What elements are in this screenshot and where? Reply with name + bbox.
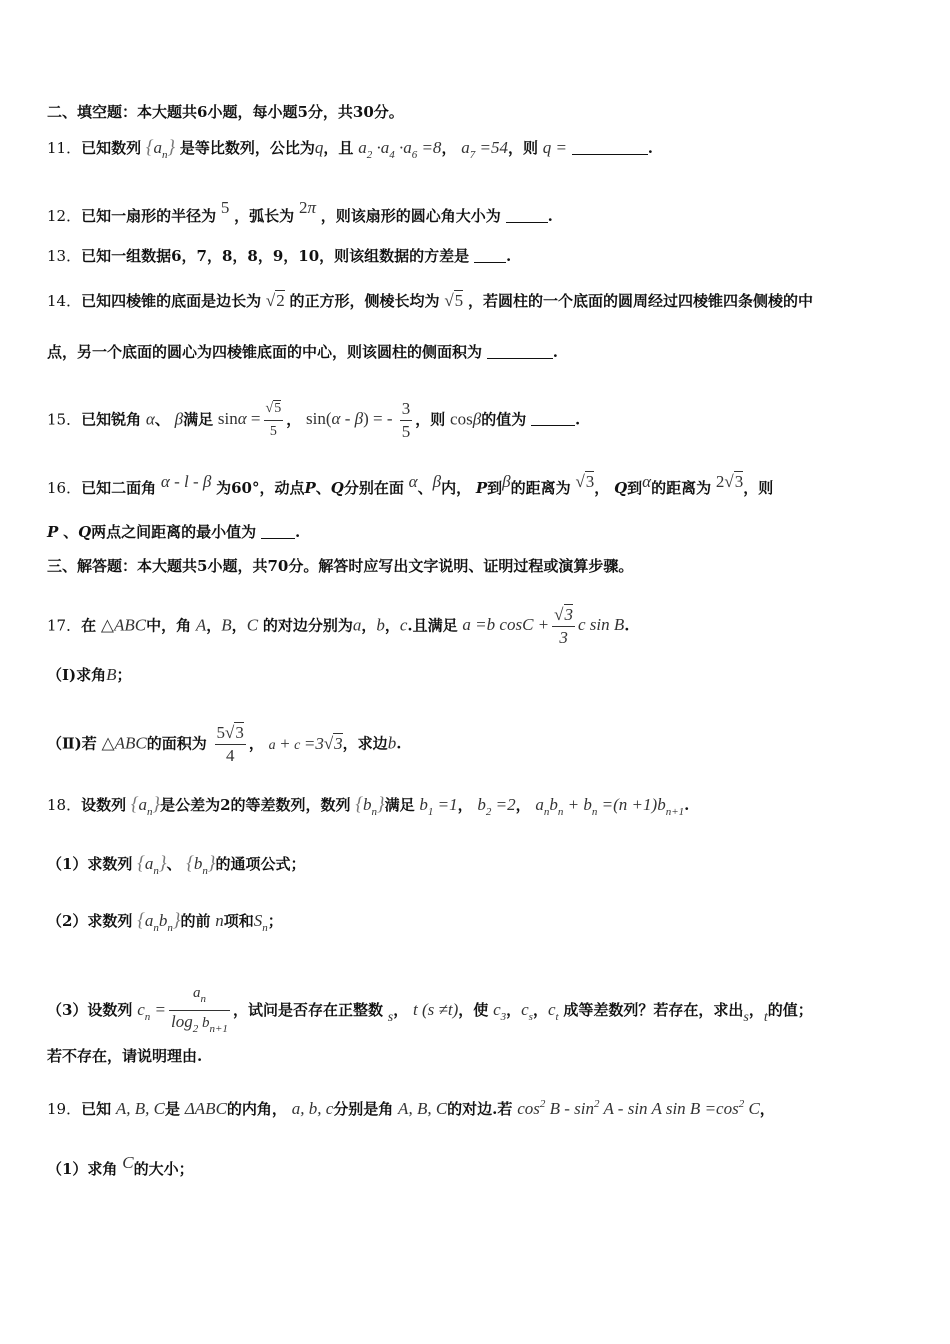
- question-11: [47, 137, 914, 166]
- q11-a7: $a_7 =54$: [461, 138, 508, 161]
- q15-text: ，则: [415, 410, 446, 429]
- point-q: Q: [78, 523, 92, 541]
- q15-cos-beta: cosβ: [450, 409, 482, 429]
- seq-ab: $\{a_nb_n\}$: [137, 910, 181, 934]
- q16-text: 到: [487, 479, 503, 497]
- math-symbol: B: [221, 615, 232, 635]
- question-14-line2: [47, 341, 914, 363]
- q14-text: 已知四棱锥的底面是边长为: [81, 292, 262, 310]
- q18-text: （2）求数列: [47, 912, 133, 930]
- math-symbol: A: [195, 615, 207, 635]
- alpha: α: [642, 472, 652, 491]
- point-p: P: [475, 479, 488, 497]
- q19-text: 分别是角: [333, 1100, 394, 1118]
- question-17-part1: [47, 664, 914, 686]
- seq-b: $\{b_n\}$: [355, 794, 385, 818]
- question-19-part1: [47, 1152, 914, 1180]
- q14-sqrt5: √5: [444, 291, 464, 310]
- beta: β: [502, 472, 511, 491]
- q15-text: 满足: [183, 410, 214, 429]
- q14-text: 的正方形，侧棱长均为: [289, 292, 440, 310]
- q16-text: 内，: [441, 479, 472, 497]
- q11-seq-a: $\{a_n\}$: [145, 137, 176, 161]
- q11-number: 11．: [47, 139, 82, 157]
- q13-text: .: [505, 247, 512, 265]
- answer-blank[interactable]: [531, 411, 575, 426]
- question-18-part2: [47, 910, 914, 939]
- question-17: [47, 604, 914, 649]
- q18-text: .: [684, 796, 690, 814]
- triangle-abc: ΔABC: [184, 1099, 227, 1118]
- q11-text: ，则: [507, 139, 538, 157]
- math-symbol: $c_t$: [547, 999, 559, 1023]
- q11-text: ，: [441, 139, 457, 157]
- q17-text: （Ⅰ)求角: [47, 666, 107, 684]
- q18-text: （1）求数列: [47, 855, 133, 873]
- q19-condition: $\cos^2 B - \sin^2 A$ - sin A $\sin B =\cos^2$ C: [517, 1098, 760, 1118]
- q19-text: 的大小；: [133, 1160, 194, 1178]
- q17-text: ，求边: [342, 734, 388, 753]
- triangle-abc: △ABC: [101, 733, 147, 753]
- q16-text: 已知二面角: [81, 479, 157, 497]
- q12-text: 已知一扇形的半径为: [81, 207, 217, 225]
- question-13: [47, 245, 914, 267]
- section2-header: 二、填空题：本大题共6小题，每小题5分，共30分。: [47, 103, 404, 121]
- q16-text: ，则: [743, 479, 774, 497]
- q17-text: .: [624, 616, 630, 635]
- q12-text: .: [547, 207, 553, 225]
- q18-text: 满足: [384, 796, 415, 814]
- q18-text: 是公差为2的等差数列，数列: [160, 796, 351, 814]
- q17-text: .: [396, 734, 402, 753]
- q14-text: 点，另一个底面的圆心为四棱锥底面的中心，则该圆柱的侧面积为: [47, 343, 483, 361]
- q15-text: 、: [154, 410, 170, 429]
- seq-a: $\{a_n\}$: [137, 853, 167, 877]
- point-q: Q: [614, 479, 628, 497]
- math-symbol: s: [743, 1009, 749, 1025]
- alpha: α: [408, 472, 418, 491]
- section3-header: 三、解答题：本大题共5小题，共70分。解答时应写出文字说明、证明过程或演算步骤。: [47, 557, 634, 575]
- alpha: α: [145, 409, 155, 429]
- math-symbol: A, B, C: [115, 1099, 166, 1118]
- seq-a: $\{a_n\}$: [130, 794, 161, 818]
- q15-text: ，: [286, 410, 302, 429]
- q16-text: 的距离为: [651, 479, 712, 497]
- q18-text: ，: [506, 1000, 522, 1019]
- question-12: [47, 197, 914, 227]
- q19-text: ，: [759, 1100, 775, 1118]
- question-18-part3: [47, 982, 914, 1040]
- math-symbol: $c_s$: [521, 999, 533, 1023]
- q14-text: .: [552, 343, 559, 361]
- q17-text: 的面积为: [146, 734, 207, 753]
- q19-text: 的对边.若: [447, 1100, 513, 1118]
- q19-text: 的内角，: [226, 1100, 287, 1118]
- q17-condition: a =b cosC + $\frac{√3}{3}$ c sin B: [462, 605, 625, 647]
- q15-number: 15．: [47, 410, 82, 429]
- q18-text: 的通项公式；: [215, 855, 306, 873]
- math-symbol: c: [399, 615, 408, 635]
- q18-text: ，试问是否存在正整数: [232, 1000, 383, 1019]
- q16-text: 分别在面: [343, 479, 404, 497]
- q16-text: 两点之间距离的最小值为: [91, 523, 257, 541]
- q18-text: ，使: [458, 1000, 489, 1019]
- point-q: Q: [330, 479, 344, 497]
- q17-text: ，: [231, 616, 247, 635]
- q12-arc: 2π: [298, 198, 316, 217]
- question-18-part3-line2: [47, 1045, 914, 1067]
- answer-blank[interactable]: [506, 208, 548, 223]
- q15-text: 已知锐角: [81, 410, 142, 429]
- q14-text: ，若圆柱的一个底面的圆周经过四棱锥四条侧棱的中: [467, 292, 813, 310]
- point-p: P: [304, 479, 316, 497]
- q16-dihedral: α - l - β: [160, 472, 212, 491]
- q18-text: （3）设数列: [47, 1000, 133, 1019]
- q13-number: 13．: [47, 247, 82, 265]
- beta: β: [432, 472, 442, 491]
- math-symbol: A, B, C: [398, 1099, 448, 1118]
- q18-cn-def: $c_n$ = $\frac{a_n}{\log_2 b_{n+1}}$: [137, 1000, 233, 1019]
- q18-text: ，: [393, 1000, 409, 1019]
- answer-blank[interactable]: [474, 248, 506, 263]
- answer-blank[interactable]: [261, 524, 295, 539]
- math-symbol: s: [387, 1009, 394, 1025]
- q16-2sqrt3: 2√3: [715, 472, 744, 491]
- math-symbol: t: [763, 1009, 768, 1025]
- q15-sin-alpha: sinα = $\frac{√5}{5}$: [218, 409, 286, 428]
- q17-text: ，: [384, 616, 400, 635]
- q18-text: 、: [166, 855, 182, 873]
- q17-area: $\frac{5√3}{4}$: [216, 723, 244, 765]
- beta: β: [174, 409, 184, 429]
- question-16: [47, 471, 914, 499]
- q15-text: .: [574, 410, 581, 429]
- q17-text: ，: [361, 616, 377, 635]
- q16-text: ，: [594, 479, 610, 497]
- q17-text: ，: [206, 616, 222, 635]
- q19-number: 19．: [47, 1100, 82, 1118]
- q12-text: ，则该扇形的圆心角大小为: [320, 207, 501, 225]
- q12-number: 12．: [47, 207, 82, 225]
- math-symbol: C: [246, 615, 259, 635]
- q18-text: ；: [267, 912, 283, 930]
- q14-number: 14．: [47, 292, 82, 310]
- q16-sqrt3: √3: [575, 472, 595, 491]
- math-symbol: $b_1 =1$: [419, 795, 458, 818]
- q11-text: 已知数列: [81, 139, 142, 157]
- q15-text: 的值为: [481, 410, 527, 429]
- math-symbol: n: [215, 911, 224, 930]
- q11-text: .: [647, 139, 654, 157]
- q15-sin-diff: sin(α - β) = - $\frac{3}{5}$: [306, 399, 411, 441]
- q17-text: .且满足: [407, 616, 458, 635]
- q16-number: 16．: [47, 479, 82, 497]
- q17-text: ，: [248, 734, 264, 753]
- q11-text: ，且: [323, 139, 354, 157]
- q18-text: ，: [532, 1000, 548, 1019]
- answer-blank[interactable]: [487, 344, 553, 359]
- q11-product: $a_2 \cdot a_4 \cdot a_6 =8$: [358, 138, 442, 161]
- question-19: [47, 1093, 914, 1120]
- math-symbol: $c_3$: [493, 999, 507, 1023]
- math-symbol: $b_2 =2$: [477, 795, 516, 818]
- q16-text: 到: [627, 479, 643, 497]
- q17-text: 的对边分别为: [262, 616, 353, 635]
- q18-text: ，: [457, 796, 473, 814]
- q16-text: 为60°，动点: [216, 479, 305, 497]
- question-17-part2: [47, 722, 914, 767]
- question-15: [47, 398, 914, 443]
- q19-text: （1）求角: [47, 1160, 118, 1178]
- answer-blank[interactable]: [572, 140, 648, 155]
- q16-text: 的距离为: [510, 479, 571, 497]
- q17-number: 17．: [47, 616, 82, 635]
- q18-text: 的值；: [767, 1000, 813, 1019]
- math-symbol: B: [106, 665, 117, 684]
- q18-text: 成等差数列？若存在，求出: [563, 1000, 744, 1019]
- q16-text: 、: [417, 479, 433, 497]
- q18-text: 项和: [223, 912, 254, 930]
- q18-number: 18．: [47, 796, 82, 814]
- math-symbol: $S_n$: [253, 911, 268, 934]
- q17-text: 中，角: [146, 616, 192, 635]
- q18-relation: $a_nb_n + b_n =(n +1)b_{n+1}$: [535, 795, 685, 818]
- q17-text: 在: [81, 616, 97, 635]
- math-symbol: b: [387, 733, 397, 753]
- q12-text: ，弧长为: [234, 207, 295, 225]
- q12-radius: 5: [220, 198, 230, 217]
- question-16-line2: [47, 521, 914, 543]
- q16-text: 、: [63, 523, 79, 541]
- q11-q-eq: q =: [542, 138, 567, 157]
- q18-text: ，: [515, 796, 531, 814]
- q16-text: 、: [315, 479, 331, 497]
- point-p: P: [47, 523, 59, 541]
- q16-text: .: [294, 523, 301, 541]
- question-14: [47, 290, 914, 312]
- q19-text: 已知: [81, 1100, 112, 1118]
- math-symbol: C: [122, 1153, 134, 1172]
- q18-text: ，: [748, 1000, 764, 1019]
- math-symbol: b: [376, 615, 385, 635]
- q17-sum: a + c =3√3: [268, 733, 343, 753]
- triangle-abc: △ABC: [100, 615, 147, 635]
- q19-text: 是: [165, 1100, 181, 1118]
- math-symbol: a, b, c: [291, 1099, 334, 1118]
- q14-sqrt2: √2: [265, 291, 285, 310]
- q13-text: 已知一组数据6，7，8，8，9，10，则该组数据的方差是: [81, 247, 470, 265]
- question-18-part1: [47, 853, 914, 882]
- q17-text: ；: [116, 666, 132, 684]
- q18-text: 的前: [180, 912, 211, 930]
- q18-text: 设数列: [81, 796, 127, 814]
- q11-q: q: [314, 138, 324, 157]
- q11-text: 是等比数列，公比为: [179, 139, 315, 157]
- q18-text: 若不存在，请说明理由.: [47, 1047, 203, 1065]
- math-symbol: a: [352, 615, 362, 635]
- math-symbol: t (s ≠t): [412, 999, 459, 1019]
- q17-text: （Ⅱ)若: [47, 734, 97, 753]
- question-18: [47, 794, 914, 823]
- seq-b: $\{b_n\}$: [186, 853, 216, 877]
